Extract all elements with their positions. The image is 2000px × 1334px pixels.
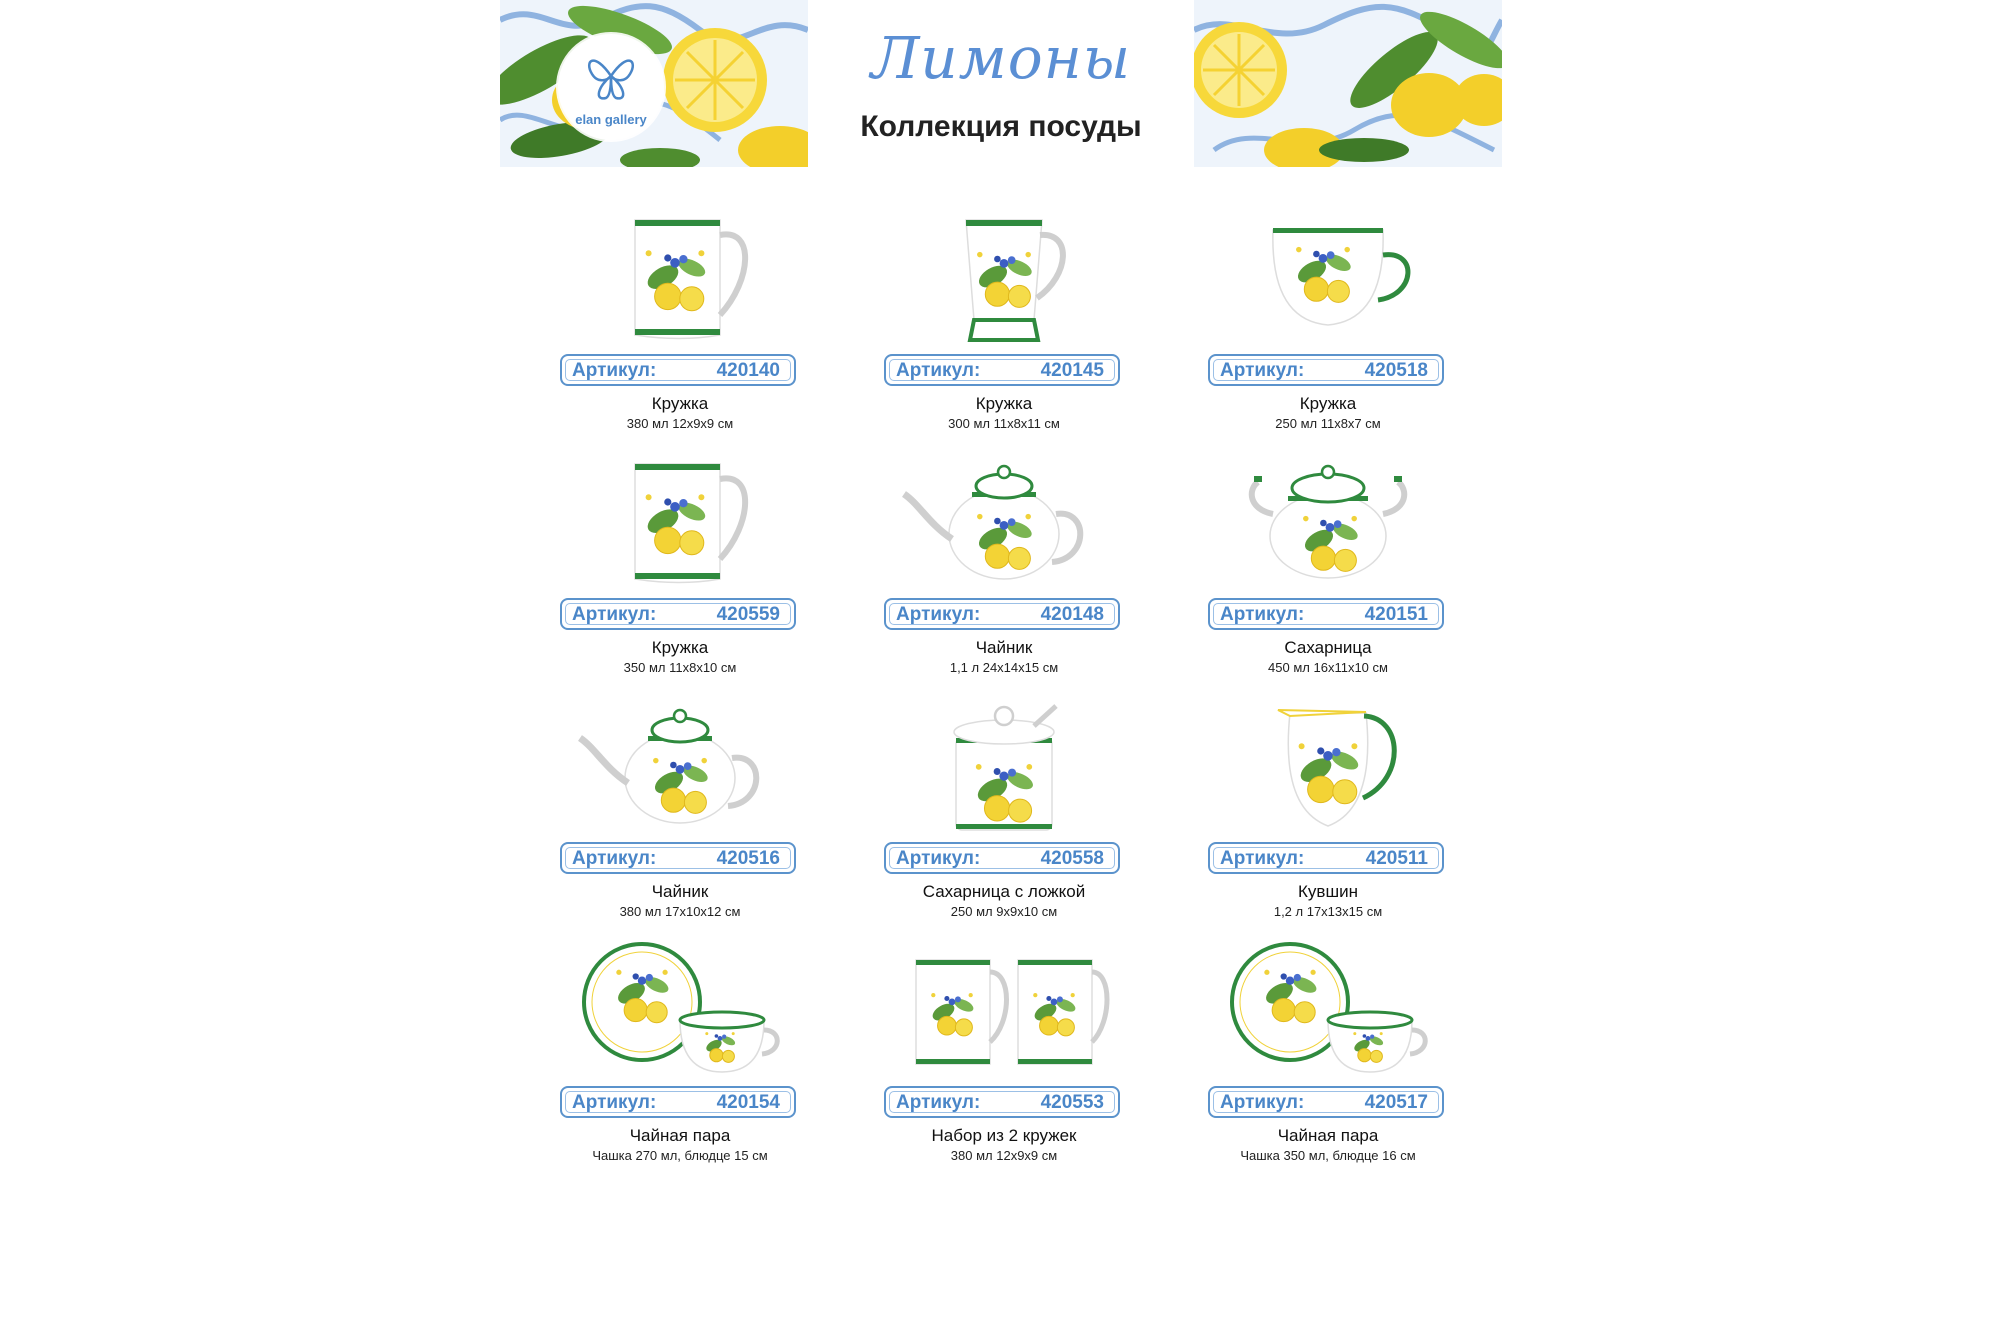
product-card[interactable] bbox=[884, 454, 1124, 686]
product-name: Сахарница bbox=[1284, 638, 1372, 657]
butterfly-logo-icon bbox=[584, 46, 638, 106]
product-dimensions: 450 мл 16х11х10 см bbox=[1268, 660, 1388, 675]
mug-icon bbox=[570, 210, 790, 350]
teapot-icon bbox=[570, 698, 790, 838]
two-mugs-icon bbox=[894, 942, 1114, 1082]
sku-badge bbox=[1208, 842, 1444, 874]
product-dimensions: 250 мл 9х9х10 см bbox=[950, 904, 1058, 919]
product-name: Чайная пара bbox=[629, 1126, 731, 1145]
product-card[interactable] bbox=[1208, 942, 1448, 1174]
sku-label: Артикул: bbox=[1220, 1092, 1305, 1113]
sku-label: Артикул: bbox=[896, 848, 981, 869]
product-photo bbox=[570, 454, 790, 594]
sku-label: Артикул: bbox=[572, 360, 657, 381]
product-dimensions: 1,1 л 24х14х15 см bbox=[949, 660, 1059, 675]
sku-number: 420517 bbox=[1364, 1092, 1428, 1113]
teapot-icon bbox=[894, 454, 1114, 594]
collection-title: Лимоны bbox=[870, 24, 1132, 92]
sku-badge bbox=[560, 842, 796, 874]
tea-pair-icon bbox=[570, 942, 790, 1082]
product-dimensions: 250 мл 11х8х7 см bbox=[1275, 416, 1381, 431]
product-photo bbox=[894, 454, 1114, 594]
tea-pair-icon bbox=[1218, 942, 1438, 1082]
sku-number: 420145 bbox=[1040, 360, 1104, 381]
product-dimensions: 380 мл 17х10х12 см bbox=[619, 904, 741, 919]
product-card[interactable] bbox=[884, 210, 1124, 442]
product-photo bbox=[570, 942, 790, 1082]
sku-number: 420154 bbox=[716, 1092, 780, 1113]
sku-badge bbox=[1208, 354, 1444, 386]
collection-subtitle: Коллекция посуды bbox=[860, 110, 1142, 143]
sku-badge bbox=[884, 598, 1120, 630]
product-photo bbox=[1218, 698, 1438, 838]
header-banner bbox=[500, 0, 1502, 167]
sku-number: 420516 bbox=[716, 848, 780, 869]
product-name: Кружка bbox=[975, 394, 1033, 413]
sugar-jar-icon bbox=[894, 698, 1114, 838]
cup-icon bbox=[1218, 210, 1438, 350]
product-card[interactable] bbox=[560, 942, 800, 1174]
jug-icon bbox=[1218, 698, 1438, 838]
product-photo bbox=[894, 698, 1114, 838]
footed-mug-icon bbox=[894, 210, 1114, 350]
product-photo bbox=[1218, 942, 1438, 1082]
sku-number: 420558 bbox=[1040, 848, 1104, 869]
product-photo bbox=[570, 698, 790, 838]
product-photo bbox=[894, 210, 1114, 350]
sku-label: Артикул: bbox=[896, 1092, 981, 1113]
product-photo bbox=[1218, 454, 1438, 594]
sku-badge bbox=[1208, 1086, 1444, 1118]
product-name: Кружка bbox=[1299, 394, 1357, 413]
product-dimensions: 350 мл 11х8х10 см bbox=[623, 660, 737, 675]
banner-title-panel bbox=[808, 0, 1194, 167]
product-card[interactable] bbox=[884, 942, 1124, 1174]
sku-number: 420559 bbox=[716, 604, 780, 625]
product-dimensions: 300 мл 11х8х11 см bbox=[948, 416, 1060, 431]
product-dimensions: 380 мл 12х9х9 см bbox=[626, 416, 734, 431]
sku-number: 420148 bbox=[1040, 604, 1104, 625]
product-dimensions: Чашка 270 мл, блюдце 15 см bbox=[592, 1148, 768, 1163]
sku-number: 420518 bbox=[1364, 360, 1428, 381]
sku-badge bbox=[560, 354, 796, 386]
product-photo bbox=[570, 210, 790, 350]
sku-badge bbox=[884, 1086, 1120, 1118]
sku-badge bbox=[884, 354, 1120, 386]
product-card[interactable] bbox=[560, 454, 800, 686]
product-dimensions: 1,2 л 17х13х15 см bbox=[1273, 904, 1383, 919]
sku-label: Артикул: bbox=[896, 360, 981, 381]
sugar-bowl-icon bbox=[1218, 454, 1438, 594]
product-card[interactable] bbox=[884, 698, 1124, 930]
product-card[interactable] bbox=[560, 210, 800, 442]
product-dimensions: 380 мл 12х9х9 см bbox=[950, 1148, 1058, 1163]
product-name: Кувшин bbox=[1298, 882, 1358, 901]
product-card[interactable] bbox=[1208, 454, 1448, 686]
product-name: Чайная пара bbox=[1277, 1126, 1379, 1145]
product-card[interactable] bbox=[1208, 698, 1448, 930]
product-card[interactable] bbox=[1208, 210, 1448, 442]
sku-label: Артикул: bbox=[572, 604, 657, 625]
sku-label: Артикул: bbox=[1220, 848, 1305, 869]
product-dimensions: Чашка 350 мл, блюдце 16 см bbox=[1240, 1148, 1416, 1163]
product-name: Кружка bbox=[651, 394, 709, 413]
product-photo bbox=[1218, 210, 1438, 350]
product-name: Набор из 2 кружек bbox=[931, 1126, 1077, 1145]
product-name: Сахарница с ложкой bbox=[922, 882, 1086, 901]
sku-label: Артикул: bbox=[572, 848, 657, 869]
sku-badge bbox=[560, 598, 796, 630]
sku-badge bbox=[560, 1086, 796, 1118]
product-name: Чайник bbox=[975, 638, 1033, 657]
product-card[interactable] bbox=[560, 698, 800, 930]
product-photo bbox=[894, 942, 1114, 1082]
sku-label: Артикул: bbox=[572, 1092, 657, 1113]
sku-label: Артикул: bbox=[1220, 604, 1305, 625]
product-name: Чайник bbox=[651, 882, 709, 901]
brand-name: elan gallery bbox=[575, 112, 647, 127]
sku-label: Артикул: bbox=[896, 604, 981, 625]
sku-number: 420140 bbox=[716, 360, 780, 381]
sku-number: 420553 bbox=[1040, 1092, 1104, 1113]
sku-number: 420511 bbox=[1365, 848, 1428, 869]
brand-logo bbox=[558, 34, 664, 140]
sku-badge bbox=[1208, 598, 1444, 630]
mug-icon bbox=[570, 454, 790, 594]
product-name: Кружка bbox=[651, 638, 709, 657]
sku-number: 420151 bbox=[1364, 604, 1428, 625]
sku-badge bbox=[884, 842, 1120, 874]
sku-label: Артикул: bbox=[1220, 360, 1305, 381]
lemon-illustration-right bbox=[1194, 0, 1502, 167]
